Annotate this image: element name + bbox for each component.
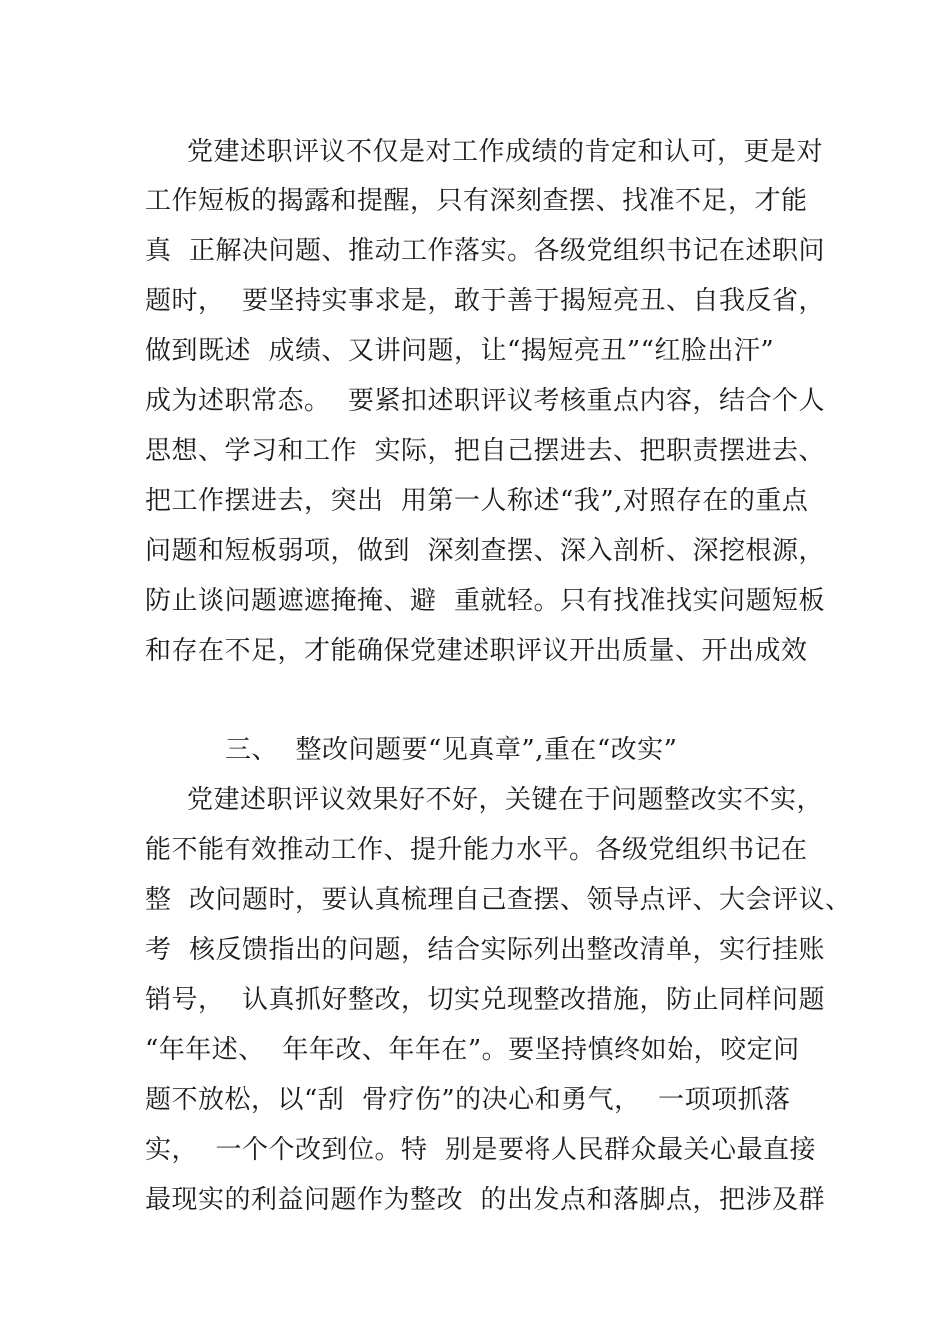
paragraph-line: 题时， 要坚持实事求是，敢于善于揭短亮丑、自我反省， bbox=[145, 286, 826, 316]
paragraph-line: 能不能有效推动工作、提升能力水平。各级党组织书记在 bbox=[145, 835, 808, 865]
paragraph-line: 真 正解决问题、推动工作落实。各级党组织书记在述职问 bbox=[145, 236, 826, 266]
paragraph-line: 防止谈问题遮遮掩掩、避 重就轻。只有找准找实问题短板 bbox=[145, 586, 826, 616]
paragraph-line: 整 改问题时，要认真梳理自己查摆、领导点评、大会评议、 bbox=[145, 885, 852, 915]
paragraph-line: 成为述职常态。 要紧扣述职评议考核重点内容，结合个人 bbox=[145, 386, 826, 416]
paragraph-line: 考 核反馈指出的问题，结合实际列出整改清单，实行挂账 bbox=[145, 935, 826, 965]
paragraph-line: 最现实的利益问题作为整改 的出发点和落脚点，把涉及群 bbox=[145, 1185, 826, 1215]
paragraph-line: 销号， 认真抓好整改，切实兑现整改措施，防止同样问题 bbox=[145, 985, 826, 1015]
paragraph-line: 实， 一个个改到位。特 别是要将人民群众最关心最直接 bbox=[145, 1135, 817, 1165]
paragraph-line: 做到既述 成绩、又讲问题，让“揭短亮丑”“红脸出汗” bbox=[145, 336, 775, 366]
paragraph-line: 题不放松，以“刮 骨疗伤”的决心和勇气， 一项项抓落 bbox=[145, 1085, 791, 1115]
paragraph-line: 党建述职评议效果好不好，关键在于问题整改实不实， bbox=[187, 785, 824, 815]
paragraph-line: 把工作摆进去，突出 用第一人称述“我”,对照存在的重点 bbox=[145, 486, 809, 516]
paragraph-line: 问题和短板弱项，做到 深刻查摆、深入剖析、深挖根源， bbox=[145, 536, 826, 566]
section-heading: 三、 整改问题要“见真章”,重在“改实” bbox=[225, 735, 678, 765]
paragraph-line: 党建述职评议不仅是对工作成绩的肯定和认可，更是对 bbox=[187, 137, 824, 167]
paragraph-line: “年年述、 年年改、年年在”。要坚持慎终如始，咬定问 bbox=[145, 1035, 800, 1065]
paragraph-line: 思想、学习和工作 实际，把自己摆进去、把职责摆进去、 bbox=[145, 436, 826, 466]
paragraph-line: 工作短板的揭露和提醒，只有深刻查摆、找准不足，才能 bbox=[145, 186, 808, 216]
paragraph-line: 和存在不足，才能确保党建述职评议开出质量、开出成效 bbox=[145, 636, 808, 666]
